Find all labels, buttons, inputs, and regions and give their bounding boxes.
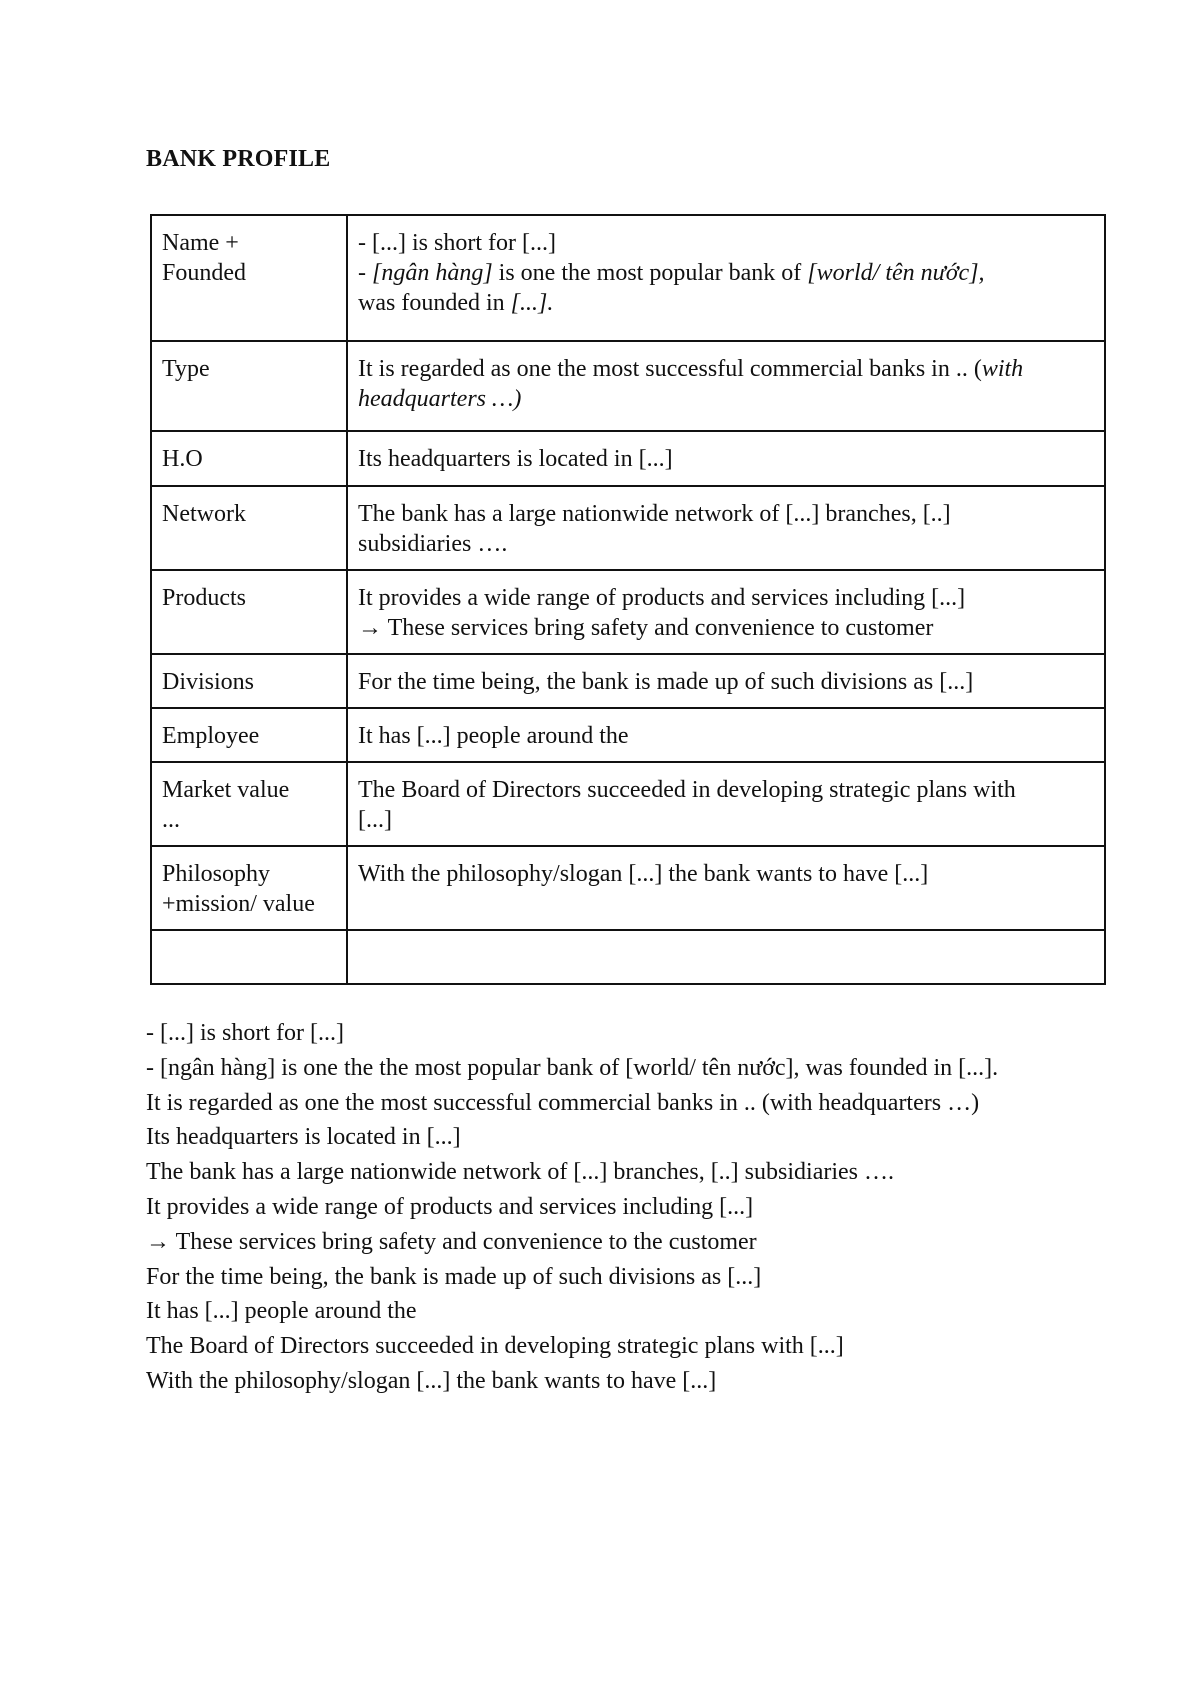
row-label: [151, 570, 347, 654]
row-value-line: [358, 288, 1094, 318]
text-segment: It has [...] people around the: [358, 723, 629, 749]
summary-line: - [...] is short for [...]: [146, 1020, 344, 1046]
row-value: [347, 762, 1105, 846]
text-segment: It is regarded as one the most successful commercial banks in .. (: [358, 356, 982, 382]
row-value: [347, 654, 1105, 708]
text-segment: - [...] is short for [...]: [358, 230, 556, 256]
summary-line: For the time being, the bank is made up of such divisions as [...]: [146, 1263, 762, 1290]
text-segment: headquarters …): [358, 386, 522, 412]
row-label-line: Philosophy: [162, 861, 271, 887]
summary-line: → These services bring safety and convenience to the customer: [146, 1228, 757, 1255]
row-label: [151, 762, 347, 846]
row-value-line: [358, 499, 1094, 529]
table-row: [151, 431, 1105, 486]
text-segment: subsidiaries ….: [358, 531, 508, 557]
summary-line: It is regarded as one the most successful commercial banks in .. (with headquarters …): [146, 1089, 980, 1116]
row-value-line: [358, 583, 1094, 613]
row-value: [347, 570, 1105, 654]
text-segment: For the time being, the bank is made up of such divisions as [...]: [358, 669, 974, 695]
row-label-line: Market value: [162, 777, 290, 803]
text-segment: Its headquarters is located in [...]: [358, 446, 673, 472]
row-value-line: [358, 859, 1094, 889]
row-label: [151, 846, 347, 930]
row-label-line: +mission/ value: [162, 891, 315, 917]
summary-line: It provides a wide range of products and services including [...]: [146, 1193, 754, 1220]
row-value: [347, 930, 1105, 984]
text-segment: It provides a wide range of products and services including [...]: [358, 585, 966, 611]
row-value-line: [358, 228, 1094, 258]
row-label-line: [162, 943, 336, 973]
text-segment: with: [981, 356, 1024, 382]
text-segment: [...]: [358, 807, 392, 833]
text-segment: - [ngân hàng]: [358, 260, 493, 286]
document-title: BANK PROFILE: [146, 146, 331, 172]
text-segment: is one the most popular bank of: [492, 260, 808, 286]
row-label: [151, 215, 347, 341]
summary-line: The bank has a large nationwide network of [...] branches, [..] subsidiaries ….: [146, 1159, 894, 1186]
row-value-line: [358, 444, 1094, 474]
row-value: [347, 215, 1105, 341]
row-value: [347, 846, 1105, 930]
row-value-line: [358, 943, 1094, 973]
row-value-line: [358, 775, 1094, 805]
row-label-line: Type: [162, 356, 210, 382]
row-label-line: Network: [162, 501, 246, 527]
row-value-line: [358, 258, 1094, 288]
row-value-line: [358, 354, 1094, 384]
row-label: [151, 654, 347, 708]
row-value-line: [358, 721, 1094, 751]
text-segment: [...].: [510, 290, 554, 316]
row-value-line: [358, 667, 1094, 697]
table-row: [151, 762, 1105, 846]
summary-text: [146, 1016, 1076, 1399]
row-label-line: H.O: [162, 446, 203, 472]
row-value-line: [358, 613, 1094, 643]
table-row: [151, 486, 1105, 570]
row-value: [347, 486, 1105, 570]
text-segment: With the philosophy/slogan [...] the bank wants to have [...]: [358, 861, 929, 887]
summary-line: - [ngân hàng] is one the the most popular bank of [world/ tên nước], was founded in [...].: [146, 1054, 999, 1081]
row-value-line: [358, 805, 1094, 835]
row-label: [151, 708, 347, 762]
text-segment: The Board of Directors succeeded in developing strategic plans with: [358, 777, 1016, 803]
table-row: [151, 654, 1105, 708]
row-value-line: [358, 529, 1094, 559]
row-label: [151, 341, 347, 431]
text-segment: The bank has a large nationwide network of [...] branches, [..]: [358, 501, 951, 527]
row-value: [347, 341, 1105, 431]
summary-line: Its headquarters is located in [...]: [146, 1124, 461, 1151]
text-segment: → These services bring safety and convenience to customer: [358, 615, 934, 641]
table-row: [151, 708, 1105, 762]
bank-profile-table: [150, 214, 1106, 985]
row-label-line: Divisions: [162, 669, 255, 695]
row-label-line: Name +: [162, 230, 239, 256]
row-value-line: [358, 384, 1094, 414]
table-row: [151, 570, 1105, 654]
table-row: [151, 930, 1105, 984]
summary-line: With the philosophy/slogan [...] the bank wants to have [...]: [146, 1367, 717, 1394]
summary-line: It has [...] people around the: [146, 1298, 417, 1325]
row-label-line: Founded: [162, 260, 246, 286]
row-value: [347, 431, 1105, 486]
row-label: [151, 431, 347, 486]
row-label: [151, 930, 347, 984]
row-label-line: ...: [162, 807, 180, 833]
table-row: [151, 846, 1105, 930]
row-value: [347, 708, 1105, 762]
table-row: [151, 215, 1105, 341]
text-segment: [world/ tên nước],: [807, 260, 985, 286]
row-label-line: Products: [162, 585, 246, 611]
table-row: [151, 341, 1105, 431]
row-label: [151, 486, 347, 570]
text-segment: was founded in: [358, 290, 511, 316]
summary-line: The Board of Directors succeeded in developing strategic plans with [...]: [146, 1333, 844, 1360]
row-label-line: Employee: [162, 723, 260, 749]
